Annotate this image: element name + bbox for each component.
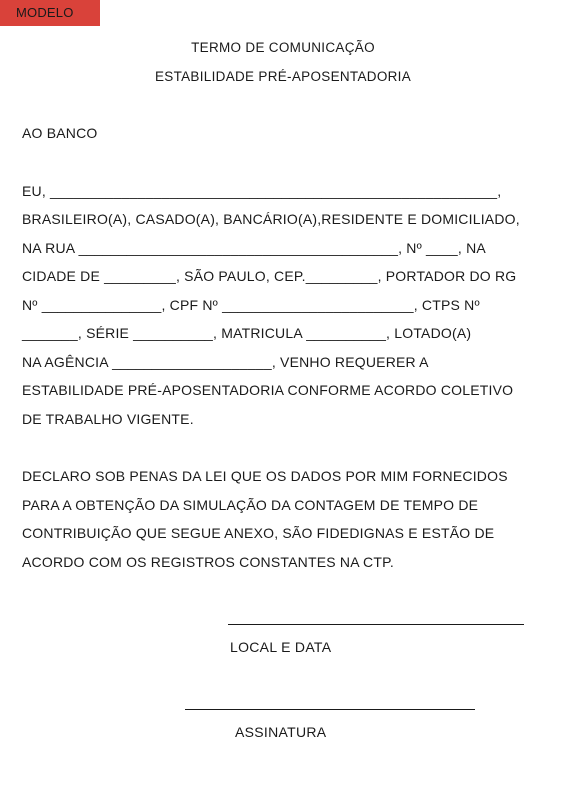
body-line-3: NA RUA ________________________________________, Nº ____, NA xyxy=(22,240,486,256)
recipient-line: AO BANCO xyxy=(22,125,98,141)
document-subtitle: ESTABILIDADE PRÉ-APOSENTADORIA xyxy=(154,69,412,84)
modelo-badge: MODELO xyxy=(0,0,100,26)
body-line-8: ESTABILIDADE PRÉ-APOSENTADORIA CONFORME ACORDO COLETIVO xyxy=(22,382,514,398)
signature-rule xyxy=(185,709,475,710)
local-date-label: LOCAL E DATA xyxy=(230,639,332,655)
body-line-2: BRASILEIRO(A), CASADO(A), BANCÁRIO(A),RESIDENTE E DOMICILIADO, xyxy=(22,211,520,227)
body-line-9: DE TRABALHO VIGENTE. xyxy=(22,411,194,427)
declaration-line-4: ACORDO COM OS REGISTROS CONSTANTES NA CTP. xyxy=(22,554,394,570)
body-line-4: CIDADE DE _________, SÃO PAULO, CEP._________, PORTADOR DO RG xyxy=(22,268,517,284)
document-title: TERMO DE COMUNICAÇÃO xyxy=(191,40,375,55)
body-line-1: EU, ________________________________________________________, xyxy=(22,183,502,199)
body-line-6: _______, SÉRIE __________, MATRICULA __________, LOTADO(A) xyxy=(22,325,472,341)
local-date-rule xyxy=(228,624,524,625)
declaration-line-2: PARA A OBTENÇÃO DA SIMULAÇÃO DA CONTAGEM DE TEMPO DE xyxy=(22,497,479,513)
body-line-5: Nº _______________, CPF Nº ________________________, CTPS Nº xyxy=(22,297,480,313)
declaration-line-1: DECLARO SOB PENAS DA LEI QUE OS DADOS POR MIM FORNECIDOS xyxy=(22,468,508,484)
declaration-line-3: CONTRIBUIÇÃO QUE SEGUE ANEXO, SÃO FIDEDIGNAS E ESTÃO DE xyxy=(22,525,495,541)
signature-label: ASSINATURA xyxy=(235,724,327,740)
body-line-7: NA AGÊNCIA ____________________, VENHO REQUERER A xyxy=(22,354,429,370)
